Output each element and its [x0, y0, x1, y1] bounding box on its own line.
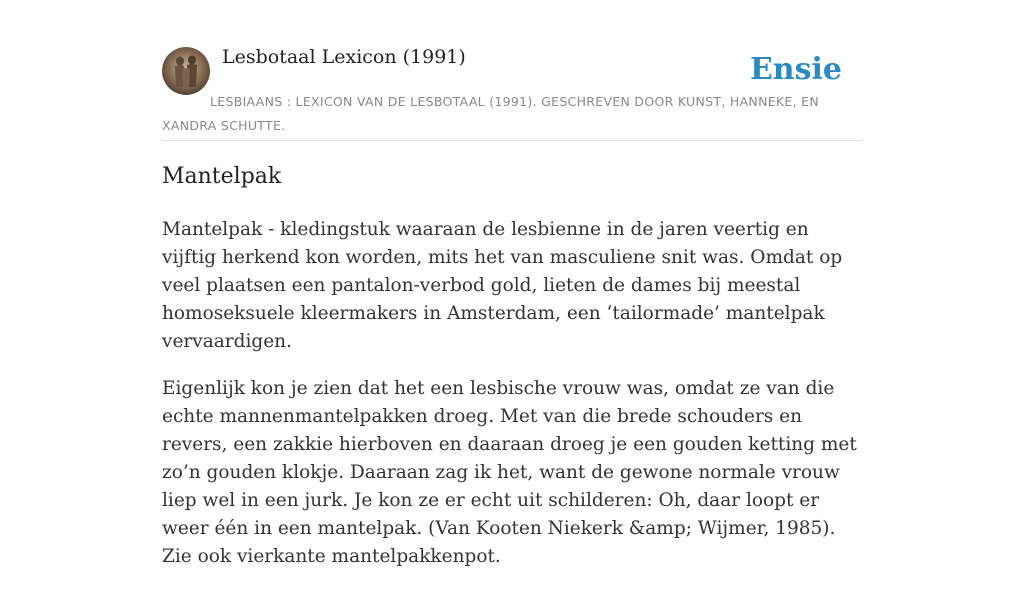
entry-title: Mantelpak	[162, 164, 282, 189]
lexicon-subtitle: LESBIAANS : LEXICON VAN DE LESBOTAAL (1991). GESCHREVEN DOOR KUNST, HANNEKE, EN XANDRA SCHUTTE.	[162, 94, 820, 133]
brand-logo[interactable]: Ensie	[749, 52, 842, 87]
lexicon-avatar-icon[interactable]	[162, 47, 210, 95]
header	[162, 0, 862, 141]
entry-body	[162, 216, 862, 590]
entry-paragraph: Eigenlijk kon je zien dat het een lesbische vrouw was, omdat ze van die echte mannenmantelpakken droeg. Met van die brede schouders en revers, een zakkie hierboven en daaraan droeg je een gouden ketting met zo’n gouden klokje. Daaraan zag ik het, want de gewone normale vrouw liep wel in een jurk. Je kon ze er echt uit schilderen: Oh, daar loopt er weer één in een mantelpak. (Van Kooten Niekerk &amp; Wijmer, 1985). Zie ook vierkante mantelpakkenpot.	[162, 378, 857, 567]
page-container	[162, 0, 862, 567]
entry-paragraph: Mantelpak - kledingstuk waaraan de lesbienne in de jaren veertig en vijftig herkend kon worden, mits het van masculiene snit was. Omdat op veel plaatsen een pantalon-verbod gold, lieten de dames bij meestal homoseksuele kleermakers in Amsterdam, een ‘tailormade’ mantelpak vervaardigen.	[162, 219, 843, 352]
lexicon-title[interactable]: Lesbotaal Lexicon (1991)	[222, 46, 466, 68]
